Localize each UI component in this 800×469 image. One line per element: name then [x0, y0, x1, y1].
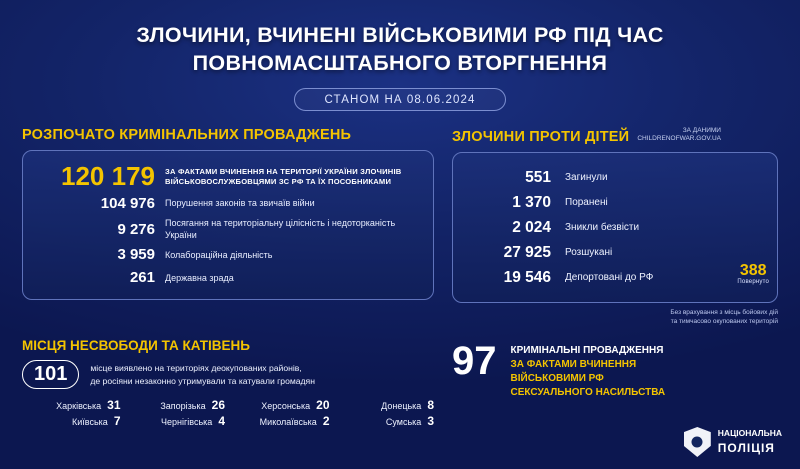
region-name: Сумська — [385, 417, 422, 428]
returned-value: 388 — [739, 262, 767, 280]
sexual-violence-section — [452, 338, 778, 428]
police-logo-text — [718, 428, 782, 456]
row-label: Розшукані — [565, 247, 613, 259]
region-name: Миколаївська — [259, 417, 317, 428]
children-title: ЗЛОЧИНИ ПРОТИ ДІТЕЙ — [452, 129, 630, 146]
list-item — [37, 195, 419, 213]
row-label: Колабораційна діяльність — [165, 249, 273, 260]
row-value: 104 976 — [100, 195, 155, 213]
title-line-2: ПОВНОМАСШТАБНОГО ВТОРГНЕННЯ — [192, 50, 608, 75]
row-label: Зникли безвісти — [565, 222, 640, 234]
list-item — [467, 190, 763, 215]
criminal-proceedings-panel — [22, 150, 434, 300]
region-value: 7 — [113, 414, 121, 429]
region-item — [127, 398, 226, 412]
region-value: 31 — [107, 398, 121, 413]
region-value: 2 — [322, 414, 330, 429]
region-value: 26 — [211, 398, 225, 413]
region-name: Донецька — [381, 401, 422, 412]
region-item — [336, 398, 435, 412]
list-item-deported — [467, 262, 769, 290]
logo-line-1: НАЦІОНАЛЬНА — [717, 428, 782, 439]
detention-title: МІСЦЯ НЕСВОБОДИ ТА КАТІВЕНЬ — [22, 338, 250, 354]
criminal-proceedings-main — [37, 161, 419, 192]
row-label: Порушення законів та звичаїв війни — [165, 198, 315, 209]
region-item — [336, 414, 435, 428]
row-label: Поранені — [565, 197, 608, 209]
row-label: Посягання на територіальну цілісність і недоторканість України — [165, 218, 396, 240]
row-value: 1 370 — [512, 193, 551, 211]
detention-description-line-2: де росіяни незаконно утримували та катували громадян — [90, 375, 315, 386]
crimes-against-children-section — [452, 127, 778, 326]
status-badge-date: СТАНОМ НА 08.06.2024 — [294, 88, 506, 111]
children-footnote — [452, 309, 778, 326]
title-line-1: ЗЛОЧИНИ, ВЧИНЕНІ ВІЙСЬКОВИМИ РФ ПІД ЧАС — [136, 23, 664, 47]
row-value: 9 276 — [117, 220, 155, 238]
region-name: Херсонська — [261, 401, 311, 412]
row-label: Державна зрада — [165, 272, 234, 283]
sexual-violence-line-1: КРИМІНАЛЬНІ ПРОВАДЖЕННЯ — [510, 345, 664, 357]
sexual-violence-line-4: СЕКСУАЛЬНОГО НАСИЛЬСТВА — [510, 386, 666, 398]
bottom-sections — [0, 326, 800, 428]
main-columns — [0, 111, 800, 326]
criminal-proceedings-main-description: ЗА ФАКТАМИ ВЧИНЕННЯ НА ТЕРИТОРІЇ УКРАЇНИ ЗЛОЧИНІВ ВІЙСЬКОВОСЛУЖБОВЦЯМИ ЗС РФ ТА ЇХ ПОСОБНИКАМИ — [165, 167, 402, 187]
region-value: 20 — [316, 398, 330, 413]
list-item — [467, 215, 763, 240]
region-value: 3 — [427, 414, 434, 429]
criminal-proceedings-section — [22, 127, 434, 326]
children-panel — [452, 152, 778, 303]
detention-description — [90, 362, 315, 387]
region-item — [22, 398, 121, 412]
region-value: 4 — [218, 414, 225, 429]
children-footnote-line-2: та тимчасово окупованих територій — [670, 317, 778, 325]
row-label: Депортовані до РФ — [565, 272, 654, 284]
region-name: Чернігівська — [161, 417, 213, 428]
region-item — [127, 414, 226, 428]
row-value: 2 024 — [512, 218, 551, 236]
children-source-line-2: CHILDRENOFWAR.GOV.UA — [637, 135, 721, 143]
list-item — [37, 246, 419, 264]
sexual-violence-description — [511, 342, 666, 399]
detention-description-line-1: місце виявлено на територіях деокупованих районів, — [90, 363, 302, 374]
returned-label: Повернуто — [737, 279, 769, 286]
region-name: Харківська — [56, 401, 102, 412]
row-value: 551 — [525, 168, 551, 186]
region-value: 8 — [427, 398, 434, 413]
region-item — [231, 398, 330, 412]
returned-children — [737, 263, 769, 285]
children-header — [452, 127, 778, 145]
regions-grid — [22, 398, 434, 428]
detention-section — [22, 338, 434, 428]
children-source-line-1: ЗА ДАНИМИ — [682, 127, 721, 135]
sexual-violence-value: 97 — [452, 339, 497, 384]
row-label: Загинули — [565, 172, 608, 184]
police-shield-icon — [684, 427, 711, 457]
row-value: 3 959 — [117, 246, 155, 264]
sexual-violence-line-3: ВІЙСЬКОВИМИ РФ — [510, 372, 604, 384]
list-item — [37, 269, 419, 287]
region-item — [22, 414, 121, 428]
region-name: Київська — [72, 417, 108, 428]
detention-main — [22, 360, 434, 389]
detention-badge: 101 — [22, 360, 79, 389]
criminal-proceedings-main-value: 120 179 — [61, 161, 155, 192]
row-value: 261 — [129, 269, 155, 287]
children-footnote-line-1: Без врахування з місць бойових дій — [670, 309, 778, 317]
list-item — [467, 240, 763, 265]
criminal-proceedings-header — [22, 127, 434, 143]
list-item — [37, 218, 419, 241]
row-value: 19 546 — [503, 268, 551, 286]
police-logo — [684, 427, 782, 457]
list-item — [467, 165, 763, 190]
logo-line-2: ПОЛІЦІЯ — [717, 440, 775, 455]
page-title — [0, 0, 800, 77]
children-source — [637, 127, 721, 145]
region-item — [231, 414, 330, 428]
row-value: 27 925 — [503, 243, 551, 261]
sexual-violence-line-2: ЗА ФАКТАМИ ВЧИНЕННЯ — [510, 358, 637, 370]
criminal-proceedings-title: РОЗПОЧАТО КРИМІНАЛЬНИХ ПРОВАДЖЕНЬ — [22, 127, 352, 144]
region-name: Запорізька — [160, 401, 206, 412]
